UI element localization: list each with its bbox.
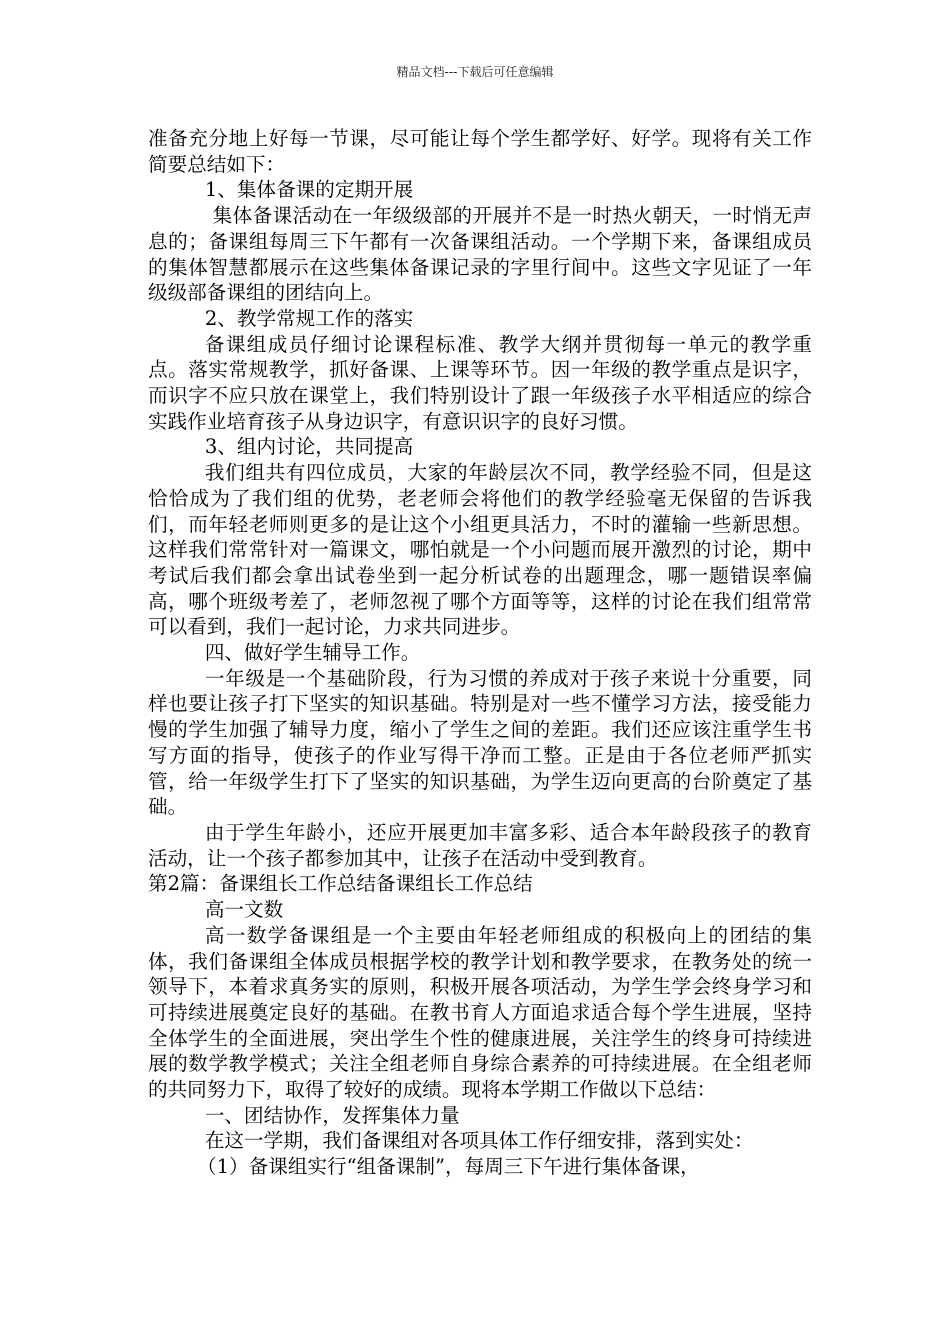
paragraph: 一年级是一个基础阶段，行为习惯的养成对于孩子来说十分重要，同样也要让孩子打下坚实的知识基础。特别是对一些不懂学习方法，接受能力慢的学生加强了辅导力度，缩小了学生之间的差距。我们还应该注重学生书写方面的指导，使孩子的作业写得干净而工整。正是由于各位老师严抓实管，给一年级学生打下了坚实的知识基础，为学生迈向更高的台阶奠定了基础。 [148, 666, 812, 819]
document-body [148, 126, 812, 1180]
paragraph: 在这一学期，我们备课组对各项具体工作仔细安排，落到实处： [204, 1129, 754, 1153]
chapter-title: 第2篇：备课组长工作总结备课组长工作总结 [148, 872, 533, 896]
paragraph: 备课组成员仔细讨论课程标准、教学大纲并贯彻每一单元的教学重点。落实常规教学，抓好备课、上课等环节。因一年级的教学重点是识字，而识字不应只放在课堂上，我们特别设计了跟一年级孩子水平相适应的综合实践作业培育孩子从身边识字，有意识识字的良好习惯。 [148, 332, 812, 433]
page-header: 精品文档---下载后可任意编辑 [396, 65, 554, 79]
paragraph: 我们组共有四位成员，大家的年龄层次不同，教学经验不同，但是这恰恰成为了我们组的优势，老老师会将他们的教学经验毫无保留的告诉我们，而年轻老师则更多的是让这个小组更具活力，不时的灌输一些新思想。这样我们常常针对一篇课文，哪怕就是一个小问题而展开激烈的讨论，期中考试后我们都会拿出试卷坐到一起分析试卷的出题理念，哪一题错误率偏高，哪个班级考差了，老师忽视了哪个方面等等，这样的讨论在我们组常常可以看到，我们一起讨论，力求共同进步。 [148, 461, 812, 639]
section-heading: 一、团结协作，发挥集体力量 [204, 1103, 460, 1127]
paragraph: 准备充分地上好每一节课，尽可能让每个学生都学好、好学。现将有关工作简要总结如下： [148, 127, 812, 176]
section-heading: 2、教学常规工作的落实 [204, 306, 414, 330]
paragraph: （1）备课组实行“组备课制”，每周三下午进行集体备课， [197, 1155, 700, 1179]
section-heading: 1、集体备课的定期开展 [204, 178, 414, 202]
section-heading: 四、做好学生辅导工作。 [204, 641, 421, 665]
section-heading: 3、组内讨论，共同提高 [204, 435, 414, 459]
paragraph: 高一数学备课组是一个主要由年轻老师组成的积极向上的团结的集体，我们备课组全体成员根据学校的教学计划和教学要求，在教务处的统一领导下，本着求真务实的原则，积极开展各项活动，为学生学会终身学习和可持续进展奠定良好的基础。在教书育人方面追求适合每个学生进展，坚持全体学生的全面进展，突出学生个性的健康进展，关注学生的终身可持续进展的数学教学模式；关注全组老师自身综合素养的可持续进展。在全组老师的共同努力下，取得了较好的成绩。现将本学期工作做以下总结： [148, 923, 812, 1102]
section-heading: 高一文数 [204, 898, 284, 922]
paragraph: 由于学生年龄小，还应开展更加丰富多彩、适合本年龄段孩子的教育活动，让一个孩子都参加其中，让孩子在活动中受到教育。 [148, 820, 812, 870]
paragraph: 集体备课活动在一年级级部的开展并不是一时热火朝天，一时悄无声息的；备课组每周三下午都有一次备课组活动。一个学期下来，备课组成员的集体智慧都展示在这些集体备课记录的字里行间中。这些文字见证了一年级级部备课组的团结向上。 [148, 204, 812, 305]
